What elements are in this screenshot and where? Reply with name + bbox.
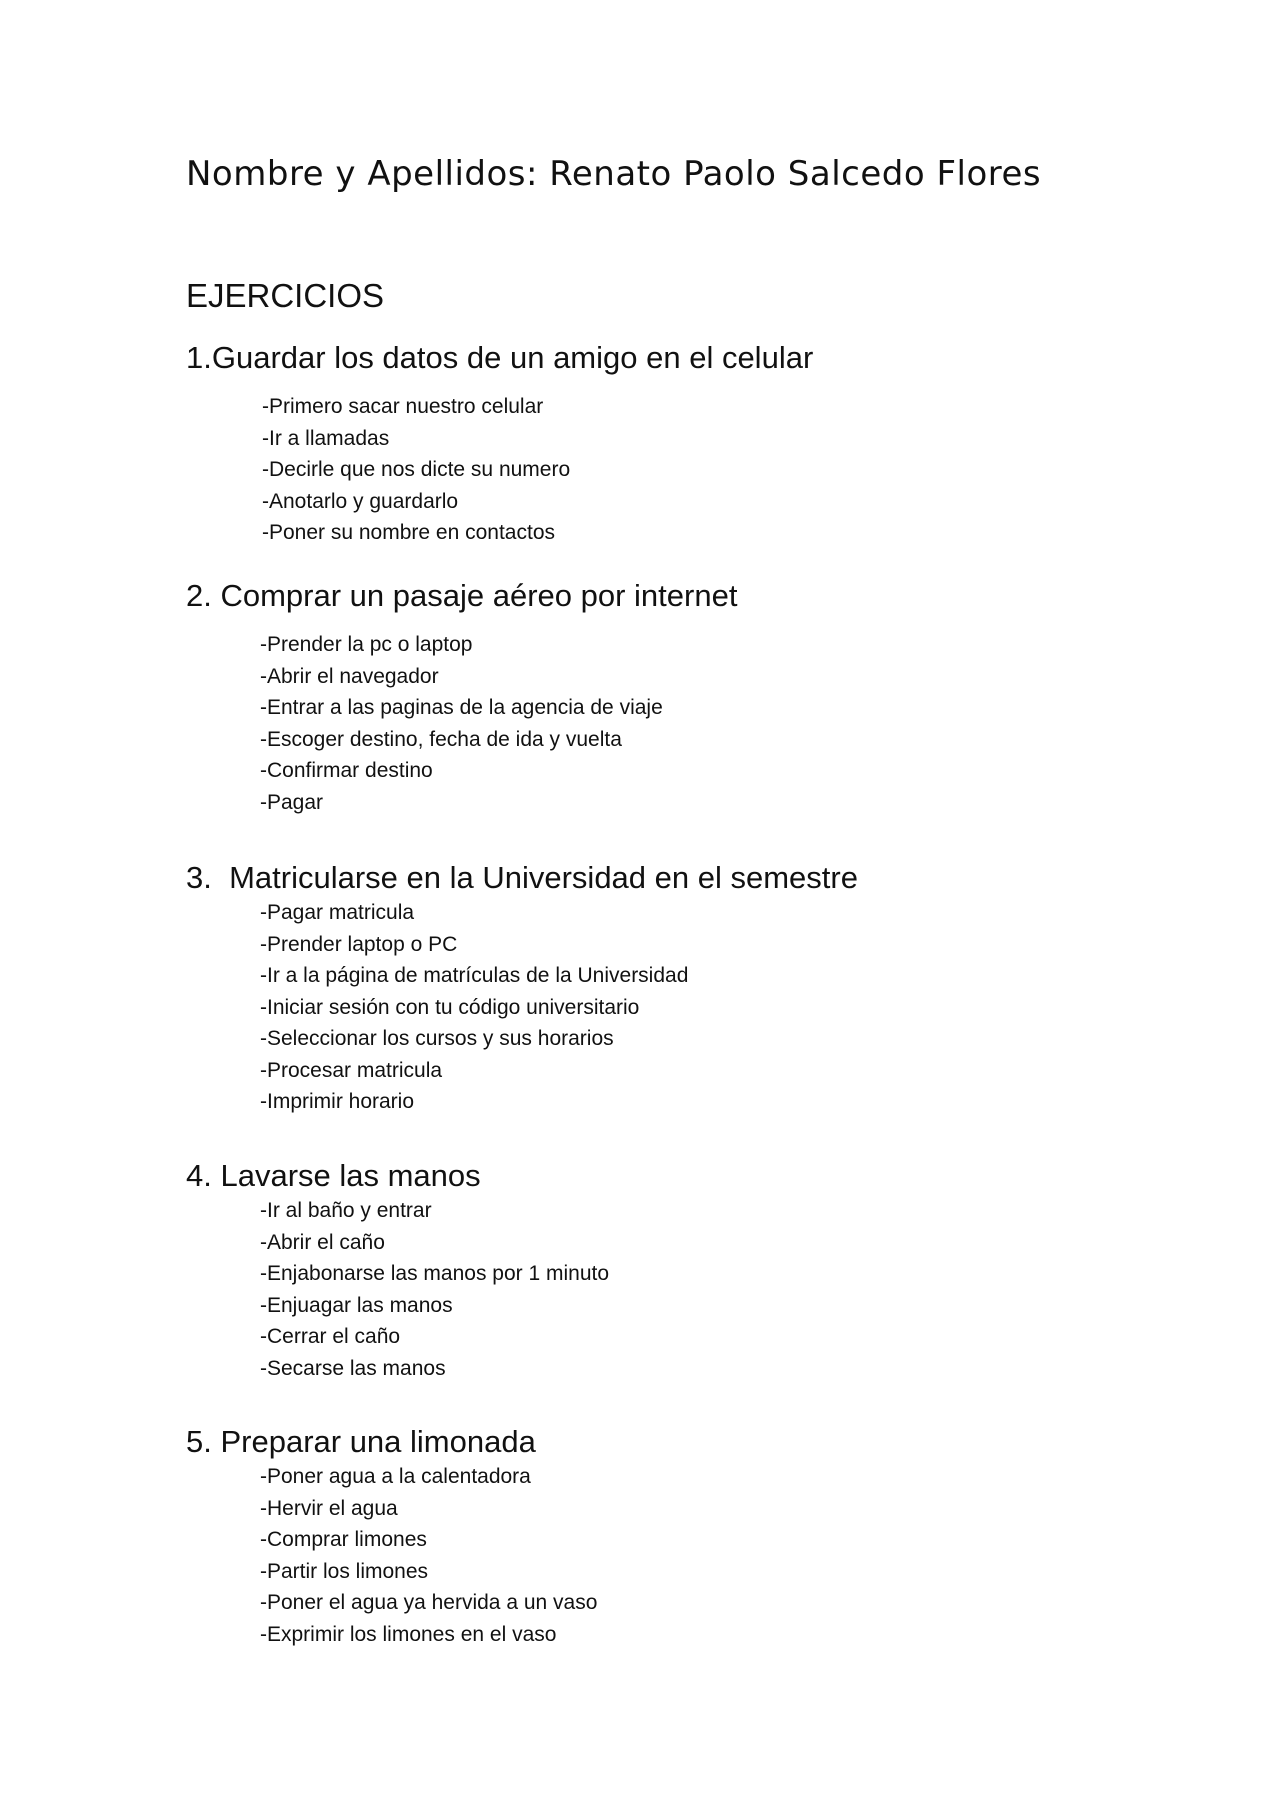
student-name-line: Nombre y Apellidos: Renato Paolo Salcedo Flores bbox=[186, 154, 1042, 194]
step-item: -Primero sacar nuestro celular bbox=[262, 395, 544, 418]
step-item: -Pagar bbox=[260, 790, 324, 814]
step-item: -Poner agua a la calentadora bbox=[260, 1465, 531, 1488]
exercise-steps bbox=[186, 391, 1186, 549]
step-item: -Procesar matricula bbox=[260, 1058, 443, 1082]
exercise-2 bbox=[186, 575, 1186, 818]
step-item: -Pagar matricula bbox=[260, 901, 415, 924]
exercise-steps bbox=[186, 897, 1186, 1118]
step-item: -Hervir el agua bbox=[260, 1496, 398, 1520]
exercise-title: 5. Preparar una limonada bbox=[186, 1424, 536, 1459]
step-item: -Ir a llamadas bbox=[262, 426, 390, 450]
exercise-steps bbox=[186, 1195, 1186, 1384]
step-item: -Decirle que nos dicte su numero bbox=[262, 458, 571, 481]
step-item: -Prender la pc o laptop bbox=[260, 633, 473, 656]
exercise-title: 3. Matricularse en la Universidad en el semestre bbox=[186, 860, 858, 895]
step-item: -Escoger destino, fecha de ida y vuelta bbox=[260, 727, 622, 751]
exercise-steps bbox=[186, 629, 1186, 818]
step-item: -Entrar a las paginas de la agencia de viaje bbox=[260, 696, 663, 719]
step-item: -Prender laptop o PC bbox=[260, 932, 458, 956]
exercise-title: 1.Guardar los datos de un amigo en el celular bbox=[186, 340, 814, 375]
exercise-3 bbox=[186, 857, 1186, 1118]
step-item: -Enjuagar las manos bbox=[260, 1293, 453, 1317]
step-item: -Partir los limones bbox=[260, 1559, 429, 1583]
exercise-5 bbox=[186, 1421, 1186, 1650]
exercise-title: 4. Lavarse las manos bbox=[186, 1158, 481, 1193]
step-item: -Imprimir horario bbox=[260, 1090, 415, 1113]
step-item: -Abrir el navegador bbox=[260, 664, 439, 688]
exercise-steps bbox=[186, 1461, 1186, 1650]
step-item: -Ir a la página de matrículas de la Universidad bbox=[260, 964, 689, 987]
step-item: -Poner el agua ya hervida a un vaso bbox=[260, 1591, 598, 1614]
step-item: -Cerrar el caño bbox=[260, 1325, 401, 1348]
step-item: -Poner su nombre en contactos bbox=[262, 521, 555, 544]
step-item: -Exprimir los limones en el vaso bbox=[260, 1622, 557, 1646]
step-item: -Confirmar destino bbox=[260, 759, 433, 782]
exercise-title: 2. Comprar un pasaje aéreo por internet bbox=[186, 578, 738, 613]
step-item: -Iniciar sesión con tu código universitario bbox=[260, 995, 640, 1019]
step-item: -Enjabonarse las manos por 1 minuto bbox=[260, 1262, 610, 1285]
exercise-1 bbox=[186, 337, 1186, 549]
step-item: -Ir al baño y entrar bbox=[260, 1199, 432, 1222]
exercise-4 bbox=[186, 1155, 1186, 1384]
step-item: -Anotarlo y guardarlo bbox=[262, 489, 459, 513]
step-item: -Secarse las manos bbox=[260, 1356, 446, 1380]
section-title: EJERCICIOS bbox=[186, 277, 385, 314]
step-item: -Seleccionar los cursos y sus horarios bbox=[260, 1027, 614, 1050]
step-item: -Abrir el caño bbox=[260, 1230, 385, 1254]
step-item: -Comprar limones bbox=[260, 1528, 427, 1551]
